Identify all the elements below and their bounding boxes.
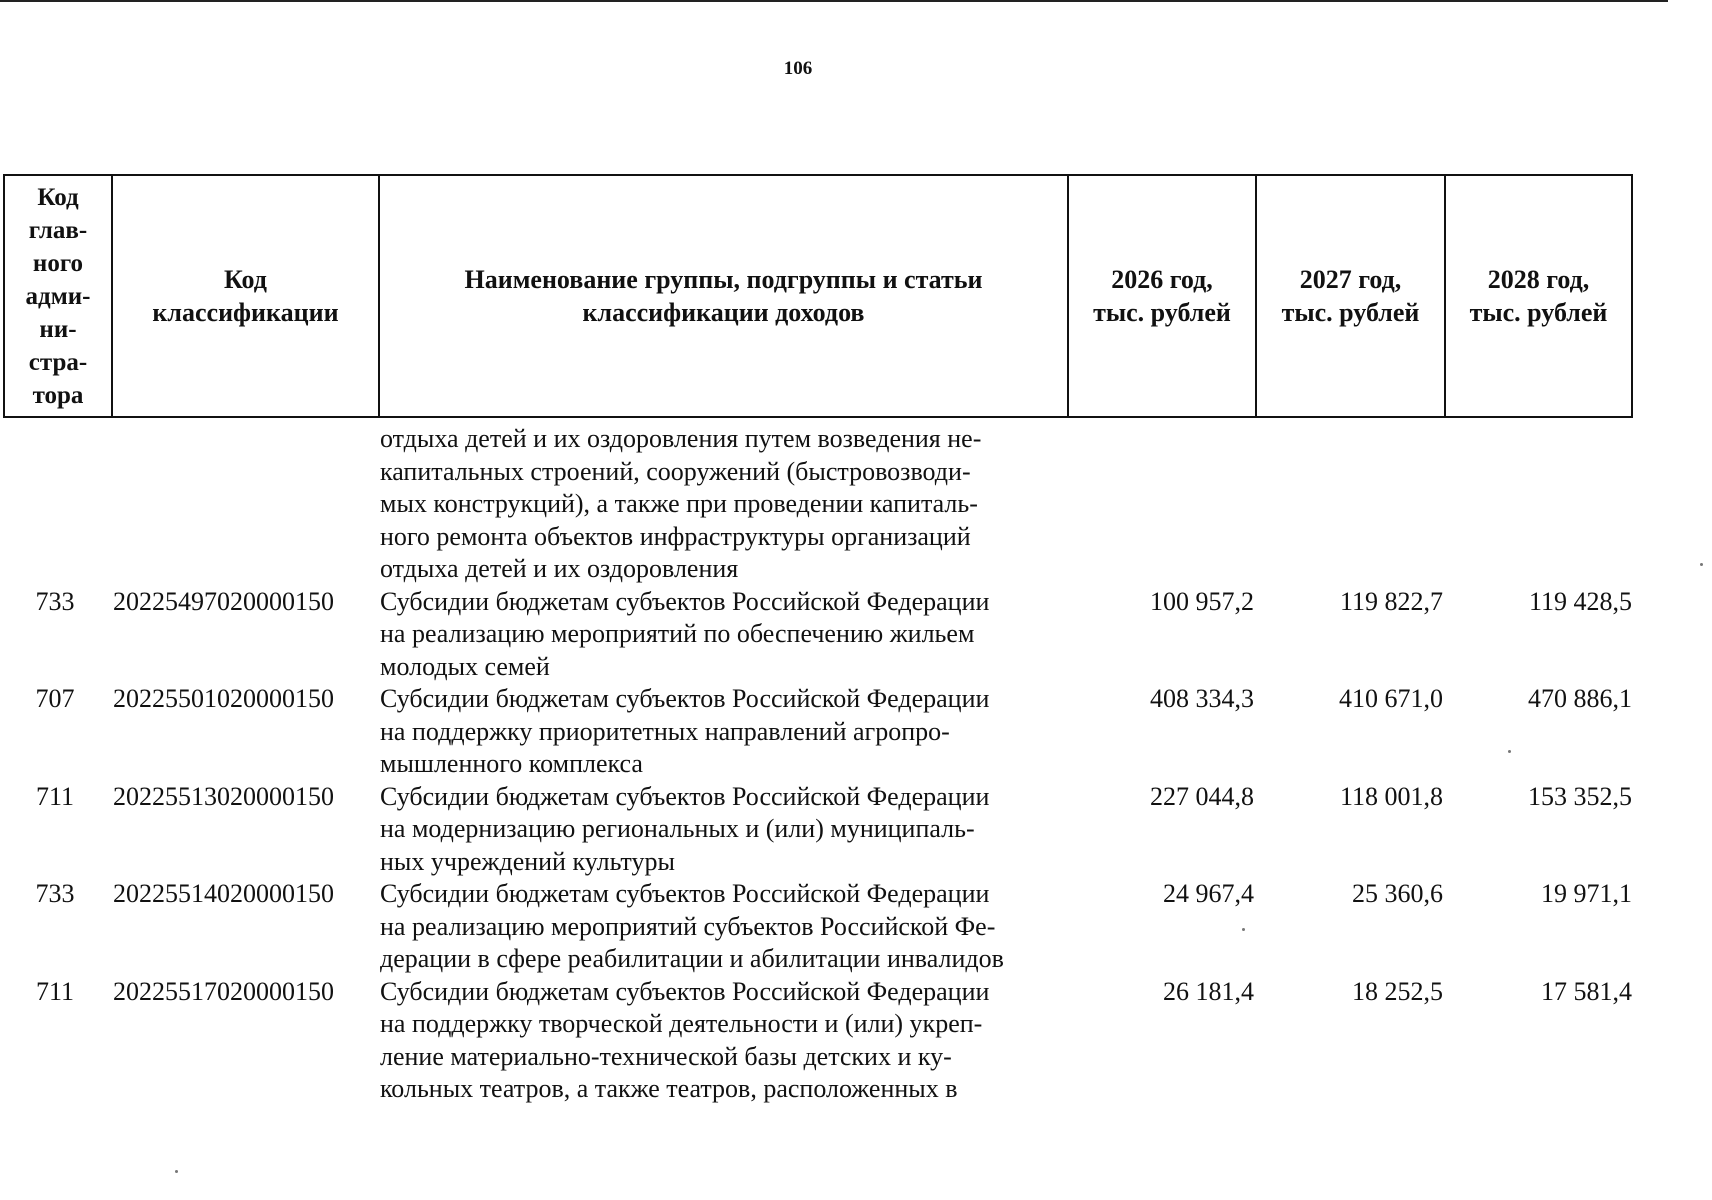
cell-name: Субсидии бюджетам субъектов Российской Федерации на поддержку приоритетных направлений агропро- мышленного комплекса [380, 684, 990, 778]
table-row [0, 976, 1712, 1106]
header-classification-code: Код классификации [113, 176, 380, 416]
cell-2026: 408 334,3 [1150, 684, 1254, 713]
cell-admin: 733 [35, 879, 75, 908]
cell-2028: 470 886,1 [1528, 684, 1632, 713]
cell-code: 20225501020000150 [113, 684, 334, 713]
cell-2027: 118 001,8 [1339, 781, 1443, 811]
cell-admin: 711 [35, 976, 75, 1006]
cell-2026: 227 044,8 [1150, 781, 1254, 811]
cell-2026: 100 957,2 [1150, 586, 1254, 616]
cell-2026 [1068, 423, 1254, 586]
header-year-2027: 2027 год, тыс. рублей [1257, 176, 1446, 416]
cell-code: 20225514020000150 [113, 879, 334, 908]
header-year-2026: 2026 год, тыс. рублей [1069, 176, 1257, 416]
scan-speck [175, 1170, 178, 1173]
scan-speck [1700, 563, 1703, 566]
cell-name: Субсидии бюджетам субъектов Российской Федерации на модернизацию региональных и (или) муниципаль- ных учреждений культуры [380, 781, 990, 876]
cell-code: 20225513020000150 [113, 781, 334, 811]
cell-code: 20225517020000150 [113, 976, 334, 1006]
cell-code: 20225497020000150 [113, 586, 334, 616]
cell-2027: 18 252,5 [1352, 976, 1443, 1006]
cell-name: Субсидии бюджетам субъектов Российской Федерации на реализацию мероприятий по обеспечению жильем молодых семей [380, 586, 990, 681]
cell-admin: 733 [35, 586, 75, 616]
cell-admin [0, 423, 110, 586]
cell-2028: 19 971,1 [1541, 879, 1632, 908]
cell-admin: 711 [35, 781, 75, 811]
table-row [0, 683, 1712, 781]
cell-name: Субсидии бюджетам субъектов Российской Федерации на поддержку творческой деятельности и (или) укреп- ление материально-технической базы детских и ку- кольных театров, а также театров, расположенных в [380, 976, 990, 1103]
cell-2028: 119 428,5 [1528, 586, 1632, 616]
scan-speck [1508, 750, 1511, 753]
scan-speck [1242, 928, 1245, 931]
cell-2028: 153 352,5 [1528, 781, 1632, 811]
cell-name: Субсидии бюджетам субъектов Российской Федерации на реализацию мероприятий субъектов Российской Фе- дерации в сфере реабилитации и абилитации инвалидов [380, 879, 1004, 973]
table-row-continuation [0, 423, 1712, 586]
header-year-2028: 2028 год, тыс. рублей [1469, 265, 1608, 327]
table-header [3, 174, 1633, 418]
header-admin-code: Код глав- ного адми- ни- стра- тора [5, 176, 113, 416]
cell-code [110, 423, 378, 586]
cell-2027: 25 360,6 [1352, 879, 1443, 908]
cell-2026: 26 181,4 [1163, 976, 1254, 1006]
cell-2027: 119 822,7 [1339, 586, 1443, 616]
table-row [0, 781, 1712, 879]
top-border-line [0, 0, 1668, 2]
table-body [0, 423, 1712, 1106]
cell-2028: 17 581,4 [1541, 976, 1632, 1006]
page-number: 106 [783, 58, 813, 79]
table-row [0, 878, 1712, 976]
header-name: Наименование группы, подгруппы и статьи классификации доходов [380, 176, 1069, 416]
cell-2026: 24 967,4 [1163, 879, 1254, 908]
cell-2028 [1443, 423, 1632, 586]
cell-admin: 707 [35, 684, 75, 713]
table-row [0, 586, 1712, 684]
cell-name: отдыха детей и их оздоровления путем возведения не- капитальных строений, сооружений (быстровозводи- мых конструкций), а также при проведении капиталь- ного ремонта объектов инфраструктуры организаций отдыха детей и их оздоровления [380, 424, 982, 583]
cell-2027: 410 671,0 [1339, 684, 1443, 713]
cell-2027 [1254, 423, 1443, 586]
